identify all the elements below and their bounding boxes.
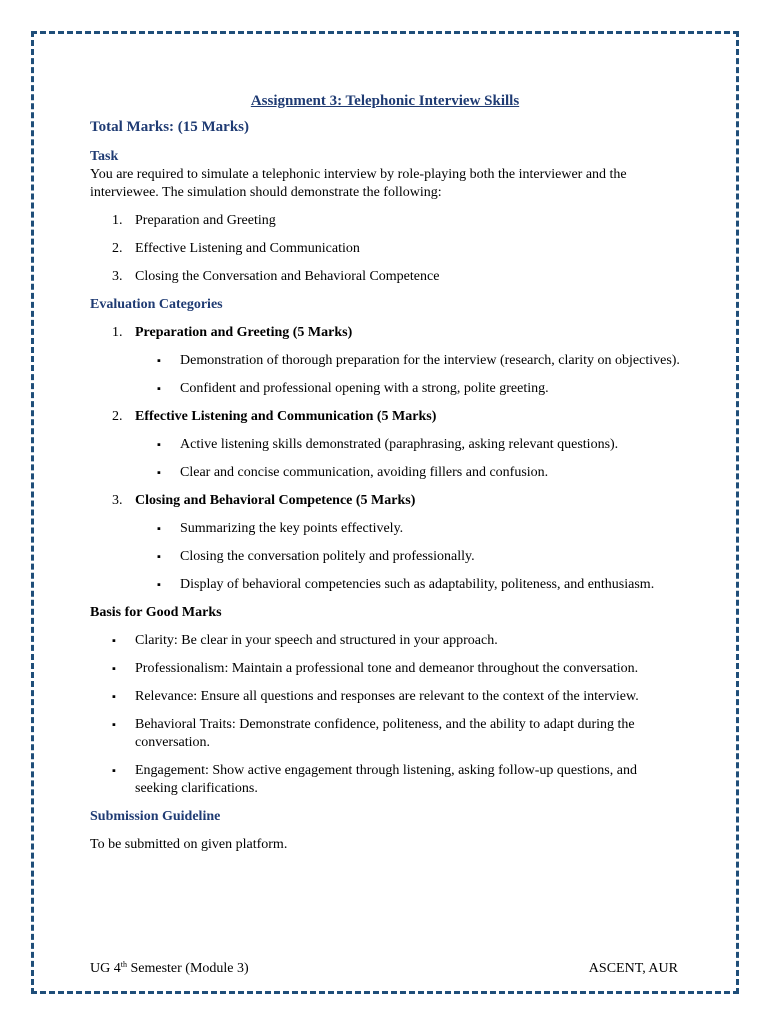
list-number: 2. <box>112 241 123 256</box>
footer-course-suffix: Semester (Module 3) <box>126 961 249 976</box>
list-item <box>90 762 680 798</box>
list-item-text: Closing the conversation politely and professionally. <box>180 549 475 564</box>
list-number: 1. <box>112 325 123 340</box>
bullet-icon: ▪ <box>157 523 161 535</box>
basis-heading: Basis for Good Marks <box>90 605 222 620</box>
category-title: Effective Listening and Communication (5 Marks) <box>135 409 437 424</box>
list-number: 1. <box>112 213 123 228</box>
list-item <box>135 464 680 482</box>
evaluation-category <box>90 492 680 594</box>
document-body <box>90 92 680 864</box>
evaluation-category <box>90 408 680 482</box>
list-number: 3. <box>112 269 123 284</box>
bullet-icon: ▪ <box>112 719 116 731</box>
basis-list <box>90 632 680 798</box>
list-item-text: Demonstration of thorough preparation for the interview (research, clarity on objectives). <box>180 353 680 368</box>
list-item-text: Preparation and Greeting <box>135 213 276 228</box>
bullet-icon: ▪ <box>157 355 161 367</box>
list-item <box>135 352 680 370</box>
list-item <box>90 660 680 678</box>
list-item <box>135 380 680 398</box>
bullet-icon: ▪ <box>112 663 116 675</box>
list-item-text: Clear and concise communication, avoiding fillers and confusion. <box>180 465 549 480</box>
page-footer <box>90 961 678 977</box>
list-item <box>90 688 680 706</box>
evaluation-heading: Evaluation Categories <box>90 297 223 312</box>
bullet-icon: ▪ <box>112 765 116 777</box>
list-item-text: Relevance: Ensure all questions and responses are relevant to the context of the interview. <box>135 689 639 704</box>
list-item <box>90 632 680 650</box>
list-item-text: Confident and professional opening with a strong, polite greeting. <box>180 381 549 396</box>
list-item <box>135 576 680 594</box>
list-number: 3. <box>112 493 123 508</box>
bullet-icon: ▪ <box>157 467 161 479</box>
task-heading: Task <box>90 149 119 164</box>
task-description: You are required to simulate a telephonic interview by role-playing both the interviewer and the interviewee. The simulation should demonstrate the following: <box>90 167 627 200</box>
category-points <box>135 436 680 482</box>
bullet-icon: ▪ <box>112 691 116 703</box>
list-item-text: Professionalism: Maintain a professional tone and demeanor throughout the conversation. <box>135 661 639 676</box>
footer-institution: ASCENT, AUR <box>588 961 678 976</box>
category-points <box>135 352 680 398</box>
bullet-icon: ▪ <box>157 383 161 395</box>
bullet-icon: ▪ <box>157 551 161 563</box>
category-title: Preparation and Greeting (5 Marks) <box>135 325 353 340</box>
footer-course-prefix: UG 4 <box>90 961 121 976</box>
submission-heading: Submission Guideline <box>90 809 221 824</box>
document-title: Assignment 3: Telephonic Interview Skills <box>250 93 520 109</box>
category-points <box>135 520 680 594</box>
list-item <box>135 520 680 538</box>
task-list <box>90 212 680 286</box>
list-item <box>135 548 680 566</box>
list-item-text: Display of behavioral competencies such as adaptability, politeness, and enthusiasm. <box>180 577 655 592</box>
evaluation-category <box>90 324 680 398</box>
bullet-icon: ▪ <box>112 635 116 647</box>
footer-course-sup: th <box>120 960 127 969</box>
list-item-text: Effective Listening and Communication <box>135 241 360 256</box>
list-item <box>90 240 680 258</box>
evaluation-list <box>90 324 680 594</box>
list-item <box>90 716 680 752</box>
bullet-icon: ▪ <box>157 439 161 451</box>
bullet-icon: ▪ <box>157 579 161 591</box>
list-item-text: Active listening skills demonstrated (paraphrasing, asking relevant questions). <box>180 437 619 452</box>
submission-text: To be submitted on given platform. <box>90 837 288 852</box>
list-item-text: Summarizing the key points effectively. <box>180 521 404 536</box>
list-item-text: Closing the Conversation and Behavioral Competence <box>135 269 440 284</box>
list-item <box>135 436 680 454</box>
list-item <box>90 212 680 230</box>
list-item-text: Engagement: Show active engagement through listening, asking follow-up questions, and seeking clarifications. <box>135 763 637 796</box>
list-item-text: Behavioral Traits: Demonstrate confidence, politeness, and the ability to adapt during the conversation. <box>135 717 635 750</box>
list-number: 2. <box>112 409 123 424</box>
footer-course <box>90 961 249 977</box>
category-title: Closing and Behavioral Competence (5 Marks) <box>135 493 416 508</box>
list-item-text: Clarity: Be clear in your speech and structured in your approach. <box>135 633 498 648</box>
list-item <box>90 268 680 286</box>
total-marks: Total Marks: (15 Marks) <box>90 119 250 135</box>
